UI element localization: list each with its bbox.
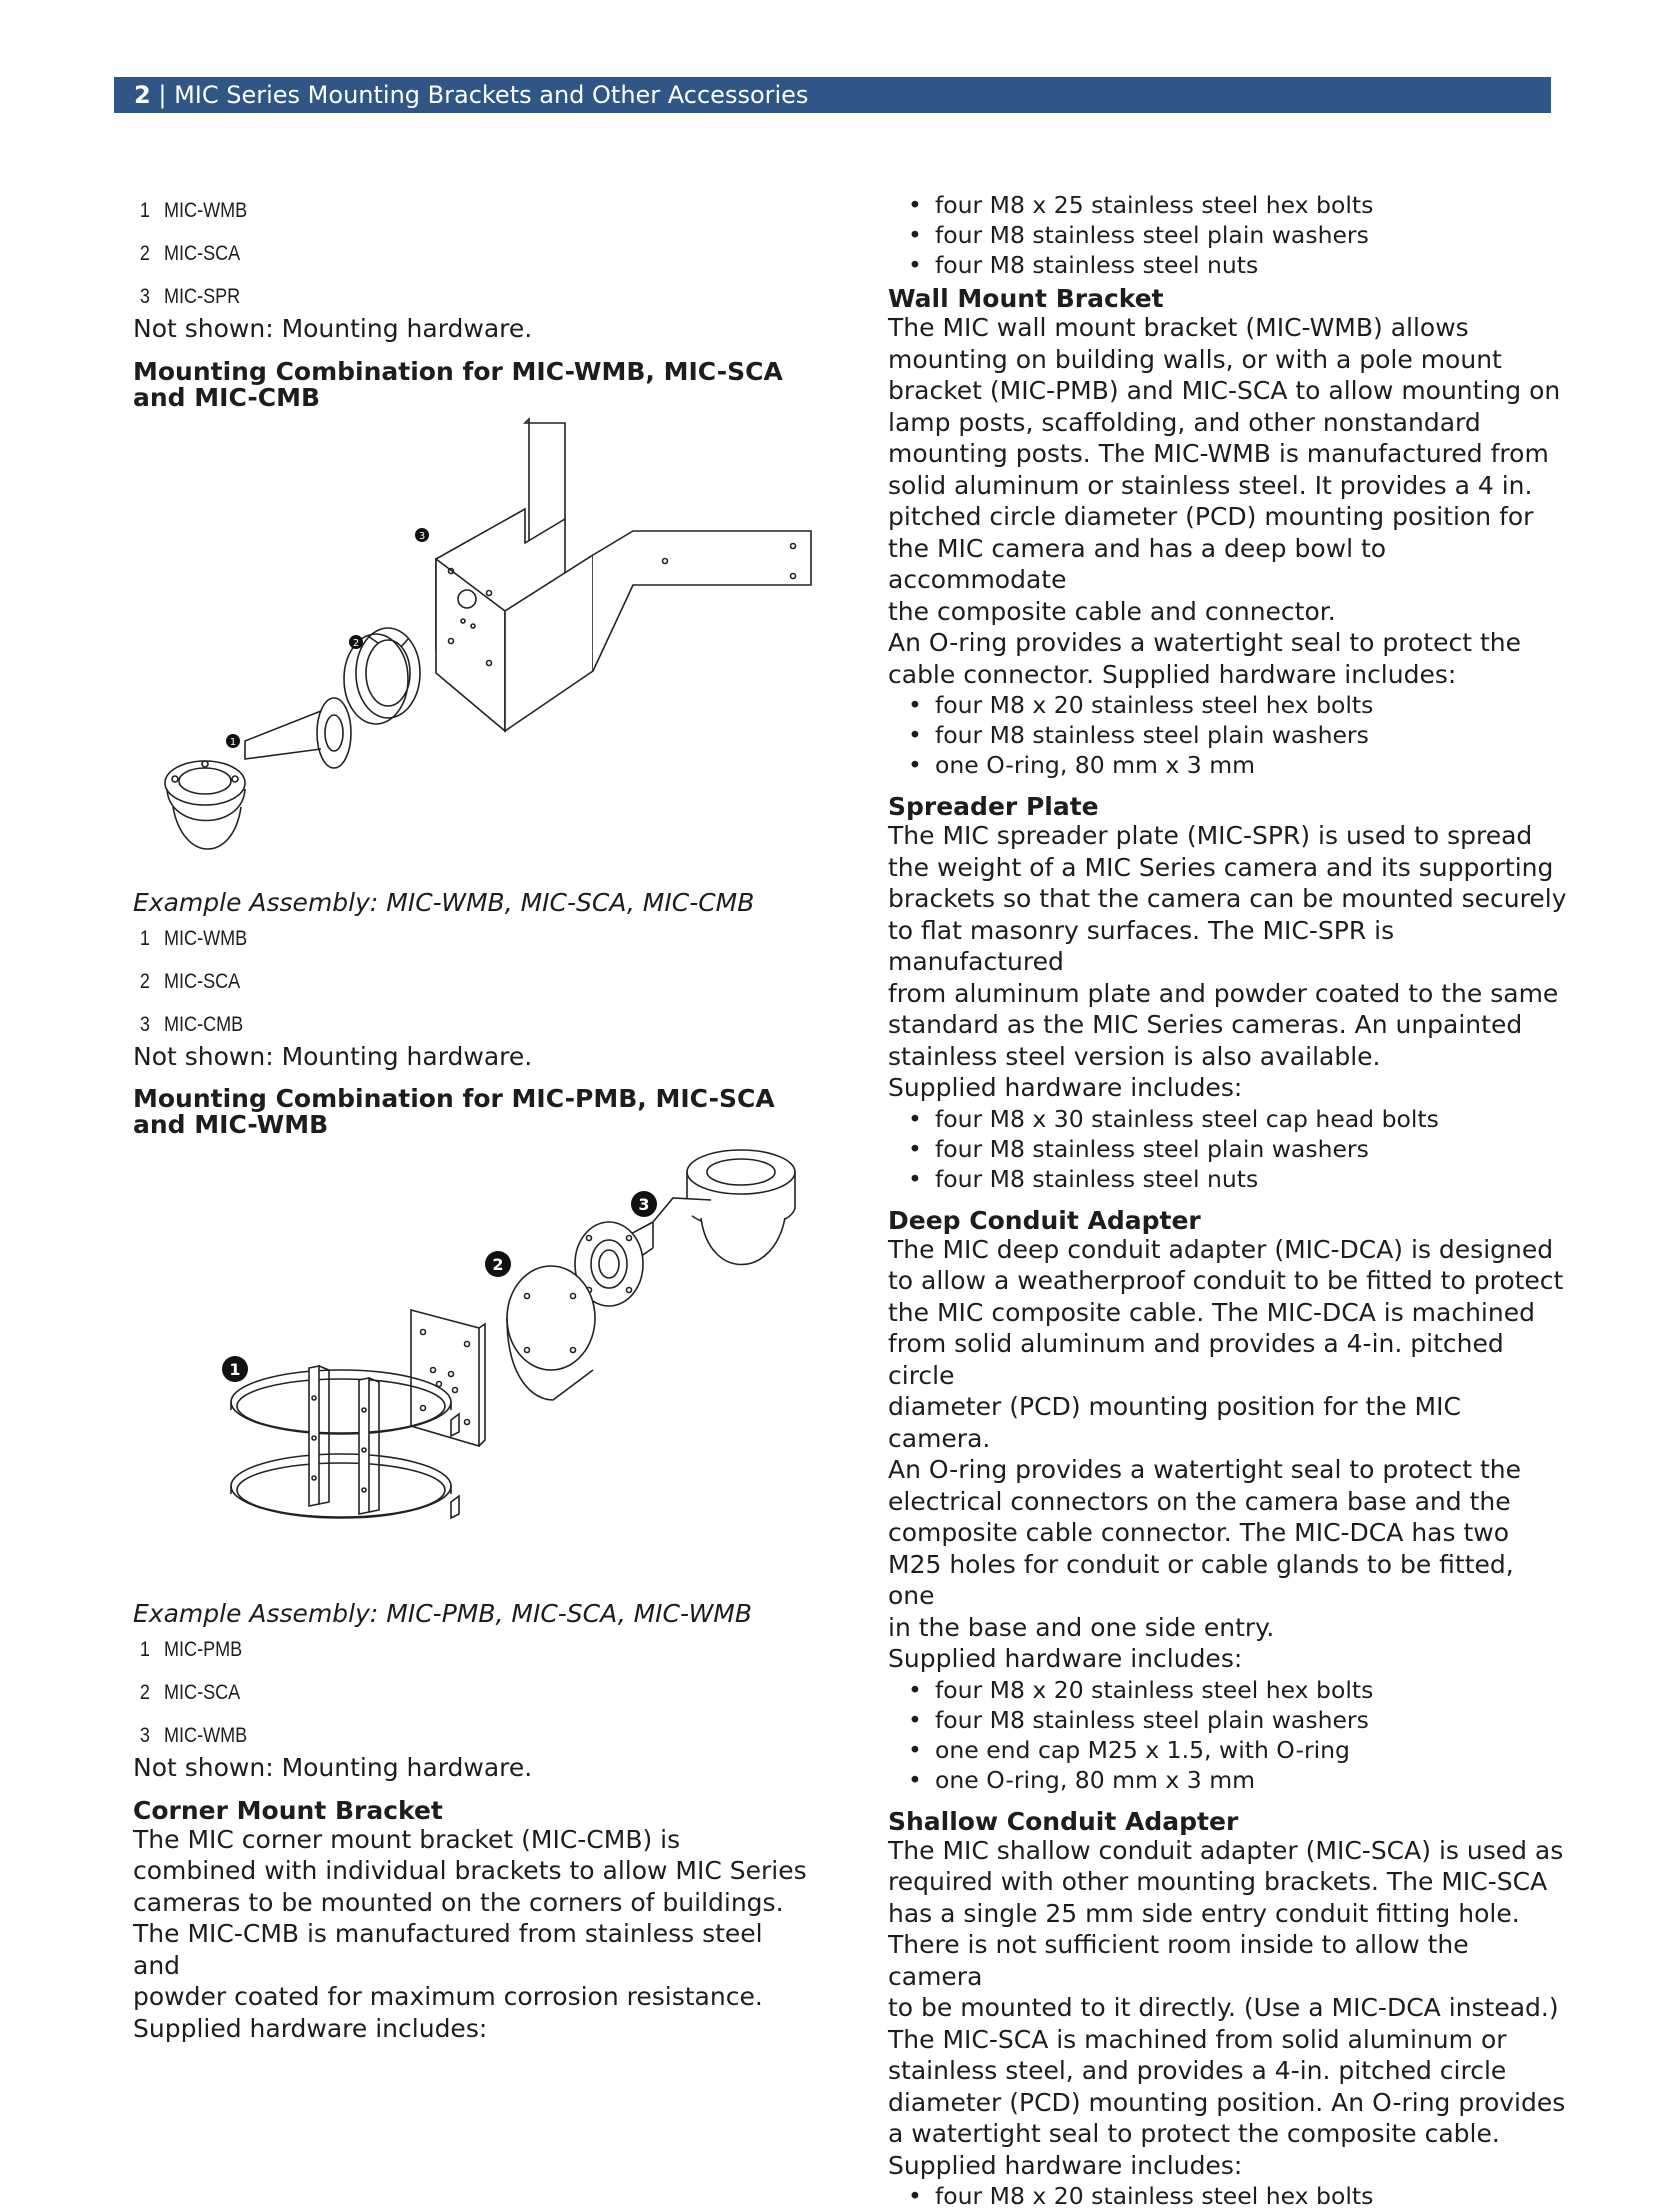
legend-item: [133, 1635, 718, 1678]
body-line: stainless steel version is also available.: [888, 1041, 1381, 1071]
legend-item: [133, 282, 718, 325]
body-line: stainless steel, and provides a 4-in. pitched circle: [888, 2056, 1507, 2085]
legend-item: [133, 239, 718, 282]
bullet-list: [888, 2181, 1568, 2211]
body-line: powder coated for maximum corrosion resistance.: [133, 1982, 763, 2011]
body-line: in the base and one side entry.: [888, 1612, 1275, 1642]
section-body: [133, 1824, 813, 2045]
callout-2: 2: [352, 637, 360, 649]
body-line: Supplied hardware includes:: [888, 2150, 1243, 2180]
bullet-item: • four M8 stainless steel nuts: [888, 1164, 1568, 1194]
callout-2: 2: [492, 1255, 504, 1274]
body-line: cable connector. Supplied hardware includes:: [888, 659, 1457, 689]
left-column: [133, 196, 813, 2044]
body-line: Supplied hardware includes:: [888, 1644, 1243, 1673]
callout-3: 3: [638, 1195, 650, 1214]
body-line: The MIC spreader plate (MIC-SPR) is used to spread: [888, 821, 1533, 850]
bullet-item: • one O-ring, 80 mm x 3 mm: [888, 1765, 1568, 1795]
legend-label: MIC-PMB: [163, 1638, 243, 1661]
body-line: M25 holes for conduit or cable glands to be fitted, one: [888, 1549, 1514, 1610]
header-title: MIC Series Mounting Brackets and Other Accessories: [174, 81, 809, 109]
section-heading: Mounting Combination for MIC-WMB, MIC-SCA and MIC-CMB: [133, 356, 783, 412]
callout-1: 1: [229, 736, 237, 748]
bullet-item: • one end cap M25 x 1.5, with O-ring: [888, 1735, 1568, 1765]
bullet-item: • four M8 stainless steel plain washers: [888, 1705, 1568, 1735]
body-line: brackets so that the camera can be mounted securely: [888, 884, 1567, 913]
legend-number: 1: [139, 926, 150, 950]
bullet-item: • four M8 stainless steel plain washers: [888, 1134, 1568, 1164]
bullet-item: • four M8 x 20 stainless steel hex bolts: [888, 1675, 1568, 1705]
legend-label: MIC-SCA: [163, 242, 241, 265]
legend-number: 2: [139, 242, 150, 265]
body-line: from aluminum plate and powder coated to the same: [888, 978, 1559, 1008]
legend-label: MIC-WMB: [163, 199, 248, 222]
body-line: diameter (PCD) mounting position for the MIC camera.: [888, 1392, 1461, 1453]
page-number: 2: [134, 81, 151, 109]
section-heading: Shallow Conduit Adapter: [888, 1806, 1239, 1836]
legend-list: [133, 1635, 813, 1764]
body-line: pitched circle diameter (PCD) mounting position for: [888, 502, 1534, 531]
body-line: combined with individual brackets to allow MIC Series: [133, 1856, 807, 1885]
body-line: The MIC deep conduit adapter (MIC-DCA) is designed: [888, 1234, 1554, 1264]
bullet-item: • four M8 stainless steel plain washers: [888, 220, 1568, 250]
body-line: There is not sufficient room inside to allow the camera: [888, 1930, 1469, 1991]
body-line: from solid aluminum and provides a 4-in. pitched circle: [888, 1329, 1504, 1390]
legend-number: 3: [139, 1724, 150, 1747]
body-line: to flat masonry surfaces. The MIC-SPR is manufactured: [888, 915, 1395, 976]
body-line: standard as the MIC Series cameras. An unpainted: [888, 1010, 1523, 1039]
bullet-item: • one O-ring, 80 mm x 3 mm: [888, 750, 1568, 780]
page-header: [114, 77, 1551, 113]
bullet-item: • four M8 stainless steel nuts: [888, 250, 1568, 280]
legend-item: [133, 1678, 718, 1721]
body-line: The MIC wall mount bracket (MIC-WMB) allows: [888, 313, 1469, 342]
assembly-diagram-pmb-sca-wmb: [133, 1138, 813, 1598]
body-line: The MIC shallow conduit adapter (MIC-SCA) is used as: [888, 1835, 1564, 1865]
body-line: required with other mounting brackets. The MIC-SCA: [888, 1867, 1548, 1896]
legend-list: [133, 924, 813, 1053]
body-line: to allow a weatherproof conduit to be fitted to protect: [888, 1266, 1564, 1295]
body-line: lamp posts, scaffolding, and other nonstandard: [888, 407, 1481, 437]
body-line: Supplied hardware includes:: [133, 2013, 488, 2043]
callout-1: 1: [229, 1360, 241, 1379]
body-line: bracket (MIC-PMB) and MIC-SCA to allow mounting on: [888, 376, 1561, 405]
bullet-list: [888, 1104, 1568, 1194]
body-line: mounting on building walls, or with a pole mount: [888, 344, 1502, 374]
bullet-list: [888, 190, 1568, 280]
legend-label: MIC-SCA: [163, 969, 241, 993]
body-line: composite cable connector. The MIC-DCA has two: [888, 1518, 1509, 1547]
bullet-list: [888, 690, 1568, 780]
section-body: [888, 1234, 1568, 1675]
legend-number: 2: [139, 969, 150, 993]
not-shown-note: Not shown: Mounting hardware.: [133, 1041, 533, 1071]
bullet-item: • four M8 x 20 stainless steel hex bolts: [888, 690, 1568, 720]
section-heading: Wall Mount Bracket: [888, 284, 1164, 313]
header-separator: |: [158, 81, 167, 109]
body-line: An O-ring provides a watertight seal to protect the: [888, 1455, 1521, 1484]
legend-number: 2: [139, 1681, 150, 1704]
body-line: to be mounted to it directly. (Use a MIC-DCA instead.): [888, 1993, 1559, 2022]
bullet-item: • four M8 x 25 stainless steel hex bolts: [888, 190, 1568, 220]
bullet-list: [888, 1675, 1568, 1795]
legend-item: [133, 924, 718, 967]
body-line: electrical connectors on the camera base and the: [888, 1486, 1511, 1516]
legend-label: MIC-SCA: [163, 1681, 241, 1704]
callout-3: 3: [418, 530, 426, 542]
section-heading: Corner Mount Bracket: [133, 1795, 443, 1825]
legend-number: 3: [139, 285, 150, 308]
bullet-item: • four M8 stainless steel plain washers: [888, 720, 1568, 750]
not-shown-note: Not shown: Mounting hardware.: [133, 314, 533, 343]
legend-list: [133, 196, 813, 325]
bullet-item: • four M8 x 20 stainless steel hex bolts: [888, 2181, 1568, 2211]
figure-caption: Example Assembly: MIC-WMB, MIC-SCA, MIC-CMB: [133, 887, 755, 917]
body-line: An O-ring provides a watertight seal to protect the: [888, 628, 1521, 657]
body-line: The MIC corner mount bracket (MIC-CMB) is: [133, 1824, 681, 1854]
body-line: the weight of a MIC Series camera and its supporting: [888, 852, 1554, 882]
legend-label: MIC-SPR: [163, 285, 241, 308]
body-line: Supplied hardware includes:: [888, 1073, 1243, 1102]
legend-label: MIC-WMB: [163, 926, 248, 950]
legend-item: [133, 967, 718, 1010]
section-body: [888, 820, 1568, 1104]
bullet-item: • four M8 x 30 stainless steel cap head bolts: [888, 1104, 1568, 1134]
legend-item: [133, 1010, 718, 1053]
figure-caption: Example Assembly: MIC-PMB, MIC-SCA, MIC-WMB: [133, 1599, 753, 1628]
section-heading: Mounting Combination for MIC-PMB, MIC-SCA and MIC-WMB: [133, 1084, 775, 1139]
body-line: The MIC-CMB is manufactured from stainless steel and: [133, 1919, 763, 1980]
legend-number: 1: [139, 1638, 150, 1661]
section-body: [888, 312, 1568, 690]
legend-label: MIC-WMB: [163, 1724, 248, 1747]
legend-item: [133, 196, 718, 239]
body-line: has a single 25 mm side entry conduit fitting hole.: [888, 1898, 1520, 1928]
not-shown-note: Not shown: Mounting hardware.: [133, 1753, 533, 1782]
body-line: the MIC composite cable. The MIC-DCA is machined: [888, 1297, 1535, 1327]
body-line: a watertight seal to protect the composite cable.: [888, 2119, 1500, 2148]
assembly-diagram-wmb-sca-cmb: [133, 411, 813, 887]
legend-number: 1: [139, 199, 150, 222]
body-line: The MIC-SCA is machined from solid aluminum or: [888, 2024, 1507, 2054]
section-heading: Deep Conduit Adapter: [888, 1205, 1201, 1235]
body-line: the MIC camera and has a deep bowl to accommodate: [888, 533, 1387, 594]
body-line: cameras to be mounted on the corners of buildings.: [133, 1887, 784, 1917]
body-line: the composite cable and connector.: [888, 596, 1336, 626]
legend-item: [133, 1721, 718, 1764]
body-line: mounting posts. The MIC-WMB is manufactured from: [888, 439, 1549, 468]
legend-number: 3: [139, 1012, 150, 1036]
right-column: [888, 190, 1568, 2211]
body-line: diameter (PCD) mounting position. An O-ring provides: [888, 2087, 1566, 2117]
legend-label: MIC-CMB: [163, 1012, 244, 1036]
section-heading: Spreader Plate: [888, 792, 1099, 821]
section-body: [888, 1835, 1568, 2182]
body-line: solid aluminum or stainless steel. It provides a 4 in.: [888, 470, 1533, 500]
